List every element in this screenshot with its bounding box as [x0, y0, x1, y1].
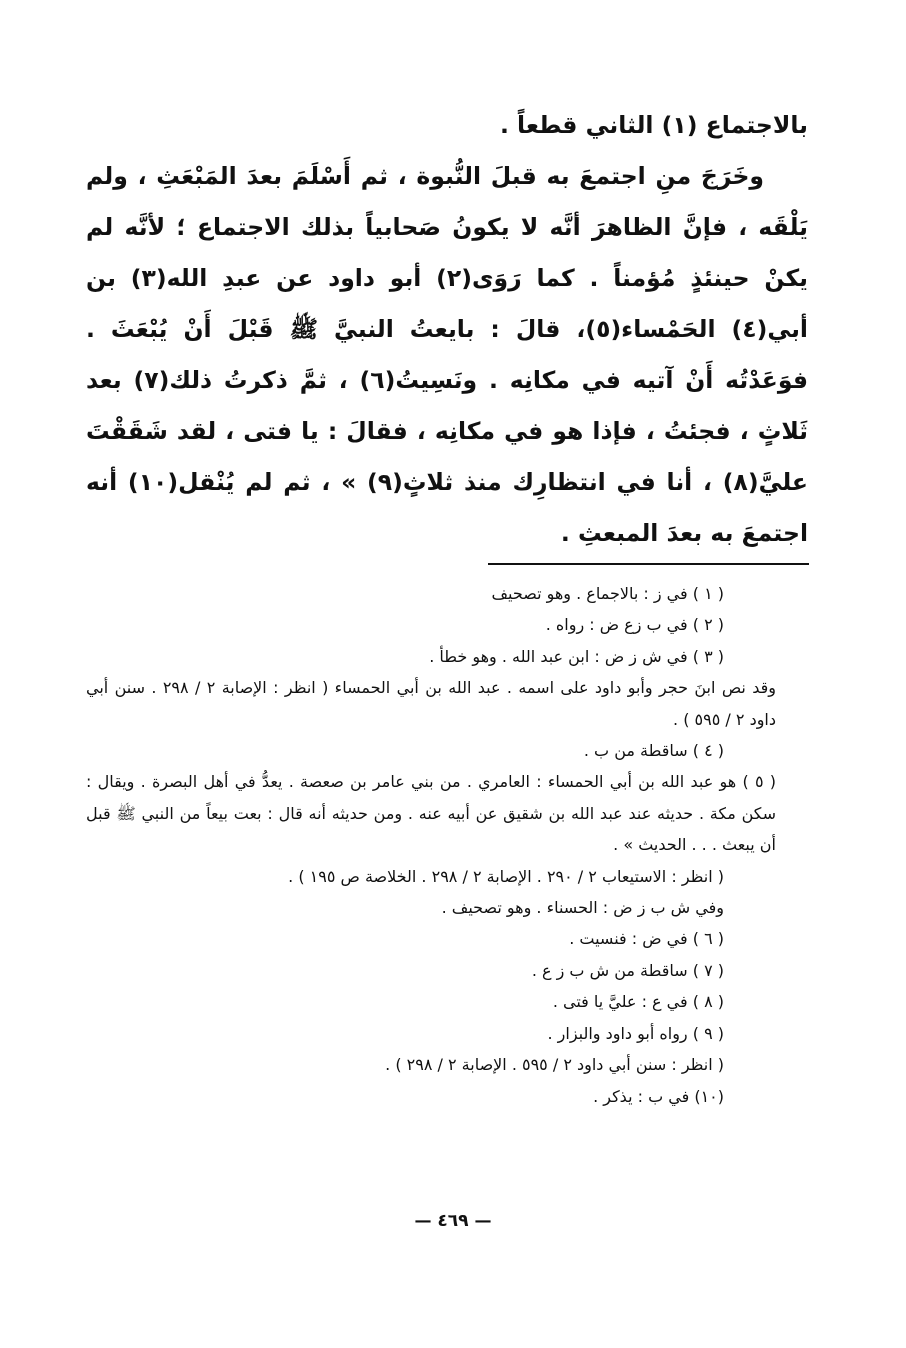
- footnote-5-reference: ( انظر : الاستيعاب ٢ / ٢٩٠ . الإصابة ٢ / ٢٩٨ . الخلاصة ص ١٩٥ ) .: [288, 866, 724, 886]
- footnote-3: ( ٣ ) في ش ز ض : ابن عبد الله . وهو خطأ .: [429, 646, 724, 666]
- footnote-6: ( ٦ ) في ض : فنسيت .: [569, 929, 724, 949]
- footnote-1: ( ١ ) في ز : بالاجماع . وهو تصحيف: [491, 584, 724, 603]
- footnote-5: ( ٥ ) هو عبد الله بن أبي الحمساء : العامري . من بني عامر بن صعصة . يعدُّ في أهل البصرة . ويقال : سكن مكة . حديثه عند عبد الله بن شقيق عن أبيه عنه . ومن حديثه أنه قال : بعت بيعاً من النبي ﷺ قبل أن يبعث . . . الحديث » .: [86, 772, 777, 855]
- footnote-3-continuation: وقد نص ابنَ حجر وأبو داود على اسمه . عبد الله بن أبي الحمساء ( انظر : الإصابة ٢ / ٢٩٨ . سنن أبي داود ٢ / ٥٩٥ ) .: [86, 678, 777, 729]
- footnote-5-variant: وفي ش ب ز ض : الحسناء . وهو تصحيف .: [441, 898, 724, 918]
- page-number: — ٤٦٩ —: [414, 1211, 492, 1231]
- footnote-7: ( ٧ ) ساقطة من ش ب ز ع .: [531, 960, 724, 980]
- footnote-4: ( ٤ ) ساقطة من ب .: [583, 741, 724, 761]
- footnote-8: ( ٨ ) في ع : عليَّ يا فتى .: [552, 992, 724, 1012]
- footnote-divider: [488, 563, 809, 565]
- footnote-9: ( ٩ ) رواه أبو داود والبزار .: [547, 1023, 724, 1043]
- footnotes: [86, 578, 808, 1112]
- footnote-9-reference: ( انظر : سنن أبي داود ٢ / ٥٩٥ . الإصابة ٢ / ٢٩٨ ) .: [385, 1055, 724, 1075]
- main-text: [86, 100, 808, 559]
- footnote-10: (١٠) في ب : يذكر .: [593, 1086, 724, 1106]
- footnote-2: ( ٢ ) في ب زع ض : رواه .: [545, 615, 724, 635]
- paragraph-1: بالاجتماع (١) الثاني قطعاً .: [499, 111, 808, 139]
- paragraph-2: وخَرَجَ منِ اجتمعَ به قبلَ النُّبوة ، ثم أَسْلَمَ بعدَ المَبْعَثِ ، ولم يَلْقَه ، فإنَّ الظاهرَ أنَّه لا يكونُ صَحابياً بذلك الاجتماع ؛ لأنَّه لم يكنْ حينئذٍ مُؤمناً . كما رَوَى(٢) أبو داود عن عبدِ الله(٣) بن أبي(٤) الحَمْساء(٥)، قالَ : بايعتُ النبيَّ ﷺ قَبْلَ أَنْ يُبْعَثَ . فوَعَدْتُه أَنْ آتيه في مكانِه . ونَسِيتُ(٦) ، ثمَّ ذكرتُ ذلك(٧) بعد ثَلاثٍ ، فجئتُ ، فإذا هو في مكانِه ، فقالَ : يا فتى ، لقد شَقَقْتَ عليَّ(٨) ، أنا في انتظارِك منذ ثلاثٍ(٩) » ، ثم لم يُنْقل(١٠) أنه اجتمعَ به بعدَ المبعثِ .: [86, 162, 808, 547]
